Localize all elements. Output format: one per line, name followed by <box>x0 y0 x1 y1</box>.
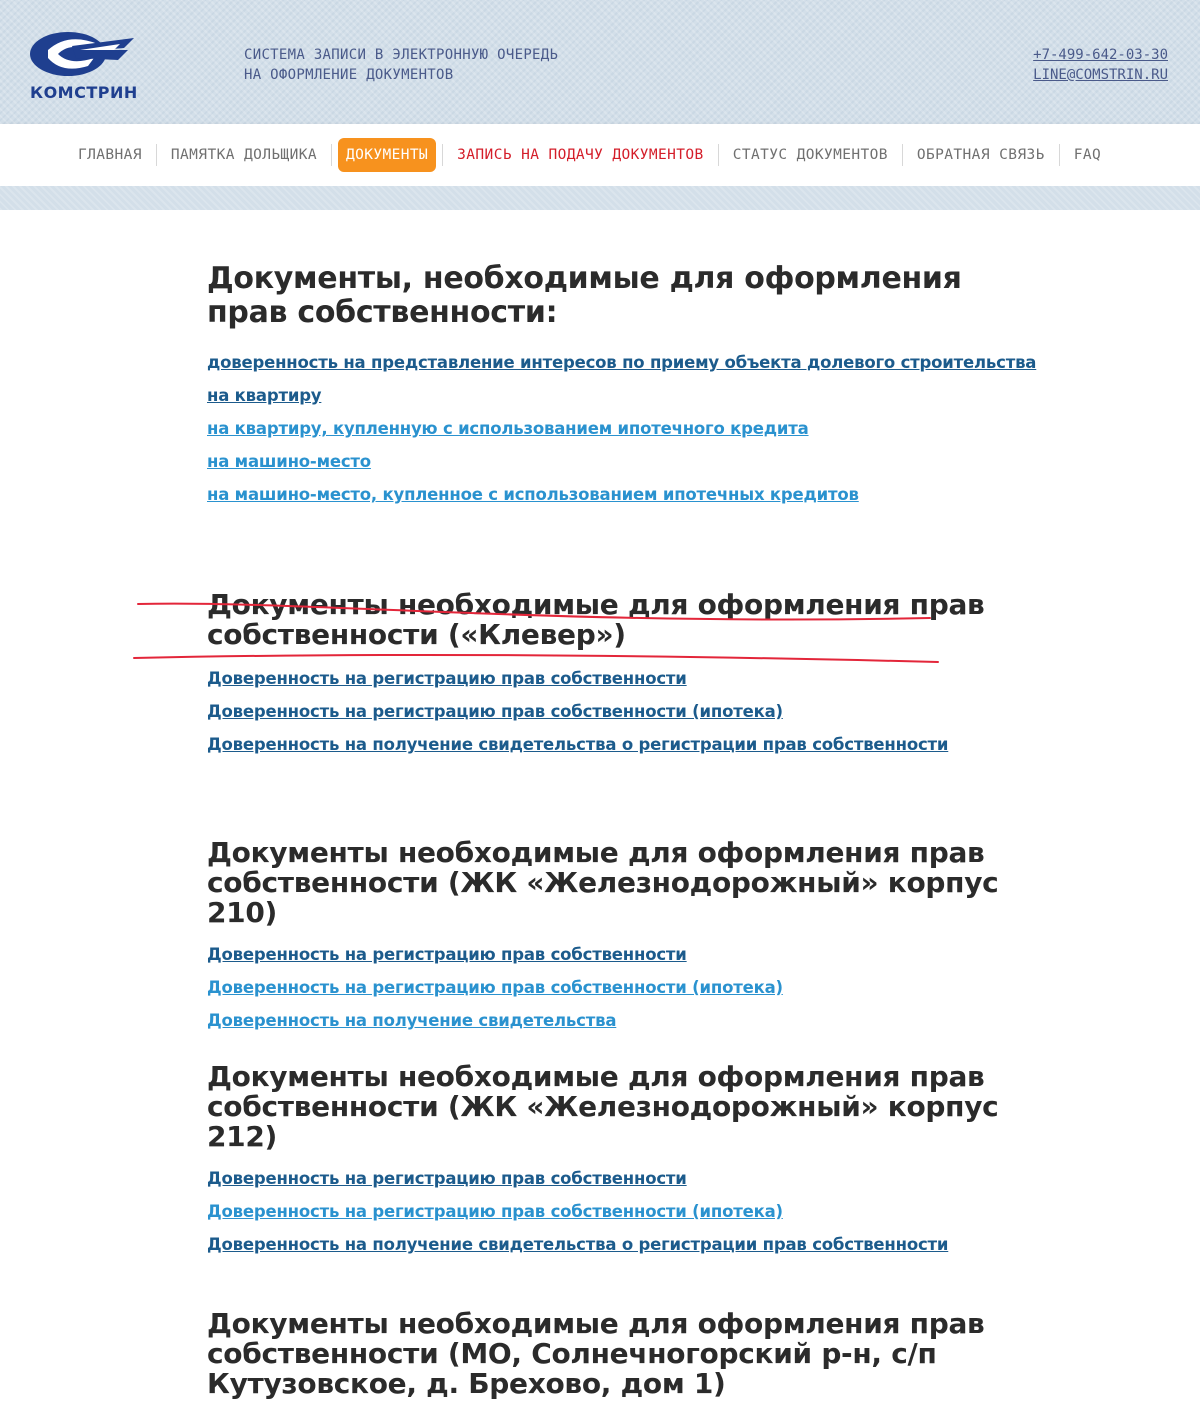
section-title: Документы необходимые для оформления прав собственности (МО, Солнечногорский р-н, с/п Кутузовское, д. Брехово, дом 1) <box>207 1307 985 1400</box>
section-title: Документы необходимые для оформления прав собственности (ЖК «Железнодорожный» корпус 210) <box>207 836 999 929</box>
site-header <box>0 0 1200 124</box>
main-navigation <box>0 124 1200 186</box>
site-logo[interactable] <box>28 28 138 104</box>
document-link[interactable]: Доверенность на регистрацию прав собственности (ипотека) <box>207 978 783 997</box>
document-link[interactable]: Доверенность на регистрацию прав собственности <box>207 945 687 964</box>
section-title: Документы необходимые для оформления прав собственности (ЖК «Железнодорожный» корпус 212) <box>207 1060 999 1153</box>
logo-text: КОМСТРИН <box>30 83 138 102</box>
header-contacts <box>1033 45 1168 85</box>
document-link[interactable]: на машино-место <box>207 452 371 471</box>
document-link[interactable]: Доверенность на получение свидетельства <box>207 1011 617 1030</box>
nav-item-document-status[interactable]: СТАТУС ДОКУМЕНТОВ <box>732 147 888 163</box>
document-link[interactable]: доверенность на представление интересов по приему объекта долевого строительства <box>207 353 1037 372</box>
nav-item-documents[interactable]: ДОКУМЕНТЫ <box>338 138 436 172</box>
tagline-line-2: НА ОФОРМЛЕНИЕ ДОКУМЕНТОВ <box>244 67 454 83</box>
document-link[interactable]: на машино-место, купленное с использованием ипотечных кредитов <box>207 485 859 504</box>
section-title: Документы необходимые для оформления прав собственности («Клевер») <box>207 588 985 651</box>
nav-item-home[interactable]: ГЛАВНАЯ <box>78 147 142 163</box>
document-link[interactable]: Доверенность на регистрацию прав собственности <box>207 1169 687 1188</box>
document-link[interactable]: Доверенность на регистрацию прав собственности <box>207 669 687 688</box>
nav-divider <box>331 144 332 166</box>
document-link[interactable]: Доверенность на регистрацию прав собственности (ипотека) <box>207 1202 783 1221</box>
document-link[interactable]: Доверенность на регистрацию прав собственности (ипотека) <box>207 702 783 721</box>
document-link[interactable]: Доверенность на получение свидетельства о регистрации прав собственности <box>207 1235 949 1254</box>
document-link[interactable]: на квартиру <box>207 386 322 405</box>
email-link[interactable]: LINE@COMSTRIN.RU <box>1033 67 1168 83</box>
header-band <box>0 186 1200 210</box>
tagline-line-1: СИСТЕМА ЗАПИСИ В ЭЛЕКТРОННУЮ ОЧЕРЕДЬ <box>244 47 559 63</box>
documents-section-general <box>207 261 1037 511</box>
documents-section-brekhovo <box>207 1309 1007 1399</box>
phone-link[interactable]: +7-499-642-03-30 <box>1033 47 1168 63</box>
document-link[interactable]: Доверенность на получение свидетельства о регистрации прав собственности <box>207 735 949 754</box>
nav-item-faq[interactable]: FAQ <box>1073 147 1102 163</box>
documents-section-zhd-212 <box>207 1062 1007 1261</box>
nav-item-submission-booking[interactable]: ЗАПИСЬ НА ПОДАЧУ ДОКУМЕНТОВ <box>457 147 704 163</box>
comstrin-logo-icon <box>28 28 138 84</box>
documents-section-zhd-210 <box>207 838 1007 1037</box>
site-tagline <box>244 45 558 85</box>
documents-section-klever <box>207 590 1007 761</box>
nav-item-feedback[interactable]: ОБРАТНАЯ СВЯЗЬ <box>916 147 1045 163</box>
nav-item-shareholder-memo[interactable]: ПАМЯТКА ДОЛЬЩИКА <box>170 147 317 163</box>
document-link[interactable]: на квартиру, купленную с использованием ипотечного кредита <box>207 419 809 438</box>
section-title: Документы, необходимые для оформления прав собственности: <box>207 261 962 330</box>
